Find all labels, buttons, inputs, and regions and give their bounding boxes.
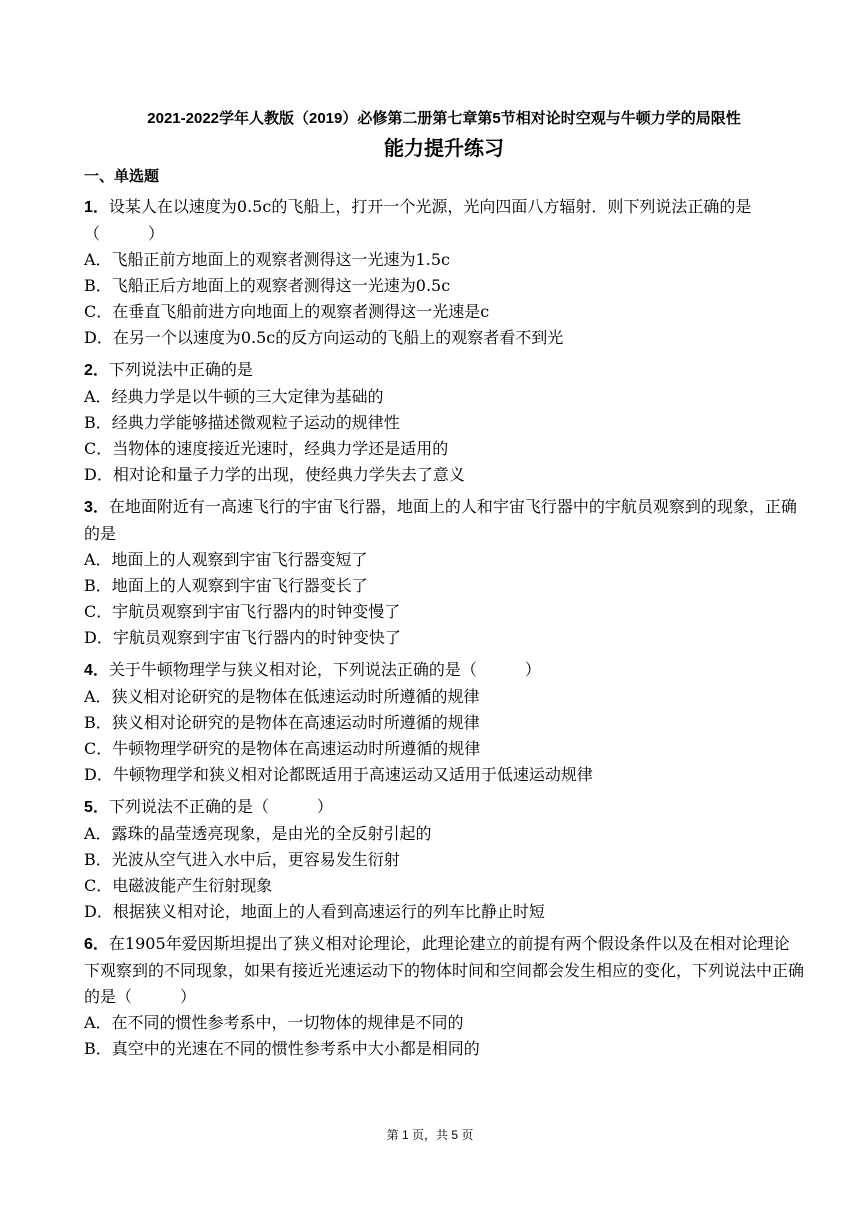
option-a: A．狭义相对论研究的是物体在低速运动时所遵循的规律 [84, 687, 480, 706]
question-3 [84, 494, 804, 651]
question-4 [84, 657, 804, 788]
question-text: 设某人在以速度为0.5c的飞船上，打开一个光源，光向四面八方辐射．则下列说法正确的是（ ） [84, 197, 752, 243]
option-d: D．在另一个以速度为0.5c的反方向运动的飞船上的观察者看不到光 [84, 328, 564, 347]
option-a: A．经典力学是以牛顿的三大定律为基础的 [84, 387, 384, 406]
option-b: B．飞船正后方地面上的观察者测得这一光速为0.5c [84, 276, 451, 295]
question-text: 在地面附近有一高速飞行的宇宙飞行器，地面上的人和宇宙飞行器中的宇航员观察到的现象，正确的是 [84, 497, 797, 543]
question-number: 4． [84, 662, 109, 679]
question-text: 在1905年爱因斯坦提出了狭义相对论理论，此理论建立的前提有两个假设条件以及在相对论理论下观察到的不同现象，如果有接近光速运动下的物体时间和空间都会发生相应的变化，下列说法中正确的是（ ） [84, 934, 805, 1006]
option-c: C．宇航员观察到宇宙飞行器内的时钟变慢了 [84, 602, 401, 621]
question-number: 3． [84, 499, 109, 516]
option-a: A．地面上的人观察到宇宙飞行器变短了 [84, 550, 368, 569]
question-text: 关于牛顿物理学与狭义相对论，下列说法正确的是（ ） [108, 660, 541, 679]
question-number: 1． [84, 199, 109, 216]
option-d: D．牛顿物理学和狭义相对论都既适用于高速运动又适用于低速运动规律 [84, 765, 593, 784]
question-1 [84, 194, 804, 351]
option-d: D．相对论和量子力学的出现，使经典力学失去了意义 [84, 465, 465, 484]
question-stem [84, 194, 804, 247]
question-2 [84, 357, 804, 488]
question-number: 5． [84, 799, 109, 816]
question-text: 下列说法中正确的是 [108, 360, 253, 379]
question-stem [84, 794, 804, 821]
option-b: B．真空中的光速在不同的惯性参考系中大小都是相同的 [84, 1039, 480, 1058]
question-stem [84, 357, 804, 384]
option-c: C．在垂直飞船前进方向地面上的观察者测得这一光速是c [84, 302, 490, 321]
document-content [84, 108, 804, 1062]
option-c: C．电磁波能产生衍射现象 [84, 876, 273, 895]
question-5 [84, 794, 804, 925]
document-subtitle: 能力提升练习 [384, 138, 504, 160]
question-6 [84, 931, 804, 1062]
option-a: A．在不同的惯性参考系中，一切物体的规律是不同的 [84, 1013, 464, 1032]
option-c: C．牛顿物理学研究的是物体在高速运动时所遵循的规律 [84, 739, 481, 758]
question-number: 6． [84, 936, 109, 953]
option-b: B．光波从空气进入水中后，更容易发生衍射 [84, 850, 400, 869]
question-stem [84, 931, 804, 1010]
option-a: A．露珠的晶莹透亮现象，是由光的全反射引起的 [84, 824, 432, 843]
document-title: 2021-2022学年人教版（2019）必修第二册第七章第5节相对论时空观与牛顿力学的局限性 [147, 110, 741, 127]
option-b: B．地面上的人观察到宇宙飞行器变长了 [84, 576, 368, 595]
option-b: B．经典力学能够描述微观粒子运动的规律性 [84, 413, 400, 432]
option-a: A．飞船正前方地面上的观察者测得这一光速为1.5c [84, 250, 450, 269]
page-footer: 第 1 页，共 5 页 [386, 1128, 474, 1142]
question-text: 下列说法不正确的是（ ） [108, 797, 333, 816]
question-stem [84, 657, 804, 684]
question-number: 2． [84, 362, 109, 379]
option-d: D．根据狭义相对论，地面上的人看到高速运行的列车比静止时短 [84, 902, 545, 921]
section-heading: 一、单选题 [84, 168, 160, 185]
question-stem [84, 494, 804, 547]
option-c: C．当物体的速度接近光速时，经典力学还是适用的 [84, 439, 449, 458]
option-d: D．宇航员观察到宇宙飞行器内的时钟变快了 [84, 628, 401, 647]
option-b: B．狭义相对论研究的是物体在高速运动时所遵循的规律 [84, 713, 480, 732]
